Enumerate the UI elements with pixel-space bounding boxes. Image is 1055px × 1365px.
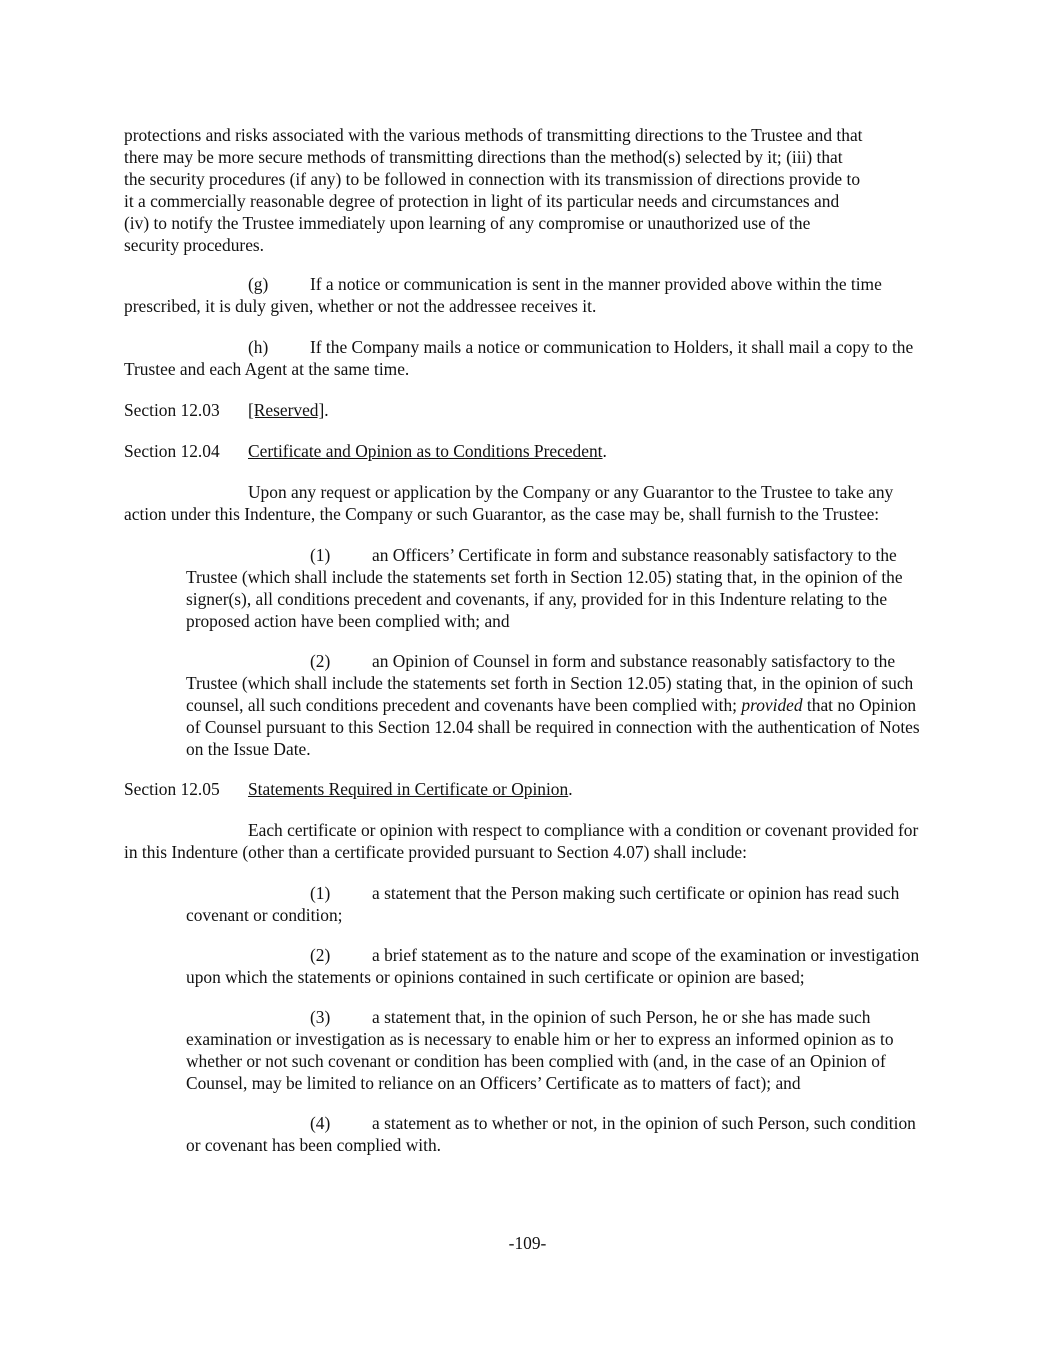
item-text: a statement that the Person making such certificate or opinion has read such covenant or condition; <box>186 883 900 925</box>
item-text: a statement that, in the opinion of such Person, he or she has made such examination or investigation as is necessary to enable him or her to express an informed opinion as to whether or not such covenant or condition has been complied with (and, in the case of an Opinion of Counsel, may be limited to reliance on an Officers’ Certificate as to matters of fact); and <box>186 1007 894 1093</box>
list-item <box>186 650 934 760</box>
item-label: (1) <box>310 883 331 903</box>
section-heading-12-03 <box>124 399 934 421</box>
item-text-after: that no Opinion of Counsel pursuant to this Section 12.04 shall be required in connection with the authentication of Notes on the Issue Date. <box>186 695 920 759</box>
document-page <box>124 124 934 1174</box>
section-heading-12-05 <box>124 778 934 800</box>
section-title-period: . <box>324 400 329 420</box>
item-italic-term: provided <box>741 695 803 715</box>
section-number: Section 12.04 <box>124 441 220 461</box>
list-item <box>186 882 934 926</box>
section-heading-12-04 <box>124 440 934 462</box>
section-title: Statements Required in Certificate or Opinion <box>248 779 569 799</box>
list-item <box>186 1112 934 1156</box>
text-line: it a commercially reasonable degree of protection in light of its particular needs and circumstances and <box>124 191 840 211</box>
paragraph-g <box>124 273 934 317</box>
paragraph-label: (g) <box>248 274 269 294</box>
continuation-paragraph <box>124 124 934 256</box>
item-label: (4) <box>310 1113 331 1133</box>
item-text: an Opinion of Counsel in form and substance reasonably satisfactory to the Trustee (which shall include the statements set forth in Section 12.05) stating that, in the opinion of such counsel, all such conditions precedent and covenants have been complied with; <box>186 651 914 715</box>
item-label: (2) <box>310 945 331 965</box>
paragraph-label: (h) <box>248 337 269 357</box>
paragraph-text: If the Company mails a notice or communication to Holders, it shall mail a copy to the Trustee and each Agent at the same time. <box>124 337 914 379</box>
section-12-04-intro: Upon any request or application by the Company or any Guarantor to the Trustee to take any action under this Indenture, the Company or such Guarantor, as the case may be, shall furnish to the Trustee: <box>124 482 894 524</box>
item-label: (2) <box>310 651 331 671</box>
item-label: (1) <box>310 545 331 565</box>
text-line: protections and risks associated with the various methods of transmitting directions to the Trustee and that <box>124 125 863 145</box>
item-text: an Officers’ Certificate in form and substance reasonably satisfactory to the Trustee (which shall include the statements set forth in Section 12.05) stating that, in the opinion of the signer(s), all conditions precedent and covenants, if any, provided for in this Indenture relating to the proposed action have been complied with; and <box>186 545 903 631</box>
item-text: a brief statement as to the nature and scope of the examination or investigation upon which the statements or opinions contained in such certificate or opinion are based; <box>186 945 920 987</box>
section-number: Section 12.03 <box>124 400 220 420</box>
paragraph-h <box>124 336 934 380</box>
paragraph-text: If a notice or communication is sent in the manner provided above within the time prescribed, it is duly given, whether or not the addressee receives it. <box>124 274 882 316</box>
list-item <box>186 944 934 988</box>
item-text: a statement as to whether or not, in the opinion of such Person, such condition or covenant has been complied with. <box>186 1113 916 1155</box>
section-title-period: . <box>568 779 573 799</box>
item-label: (3) <box>310 1007 331 1027</box>
text-line: (iv) to notify the Trustee immediately upon learning of any compromise or unauthorized use of the <box>124 213 811 233</box>
section-number: Section 12.05 <box>124 779 220 799</box>
section-title-period: . <box>602 441 607 461</box>
page-number: -109- <box>508 1233 547 1253</box>
list-item <box>186 544 934 632</box>
text-line: the security procedures (if any) to be followed in connection with its transmission of directions provide to <box>124 169 861 189</box>
section-title: [Reserved] <box>248 400 325 420</box>
text-line: there may be more secure methods of transmitting directions than the method(s) selected by it; (iii) that <box>124 147 843 167</box>
list-item <box>186 1006 934 1094</box>
text-line: security procedures. <box>124 235 265 255</box>
section-title: Certificate and Opinion as to Conditions Precedent <box>248 441 603 461</box>
section-12-05-intro: Each certificate or opinion with respect to compliance with a condition or covenant provided for in this Indenture (other than a certificate provided pursuant to Section 4.07) shall include: <box>124 820 919 862</box>
